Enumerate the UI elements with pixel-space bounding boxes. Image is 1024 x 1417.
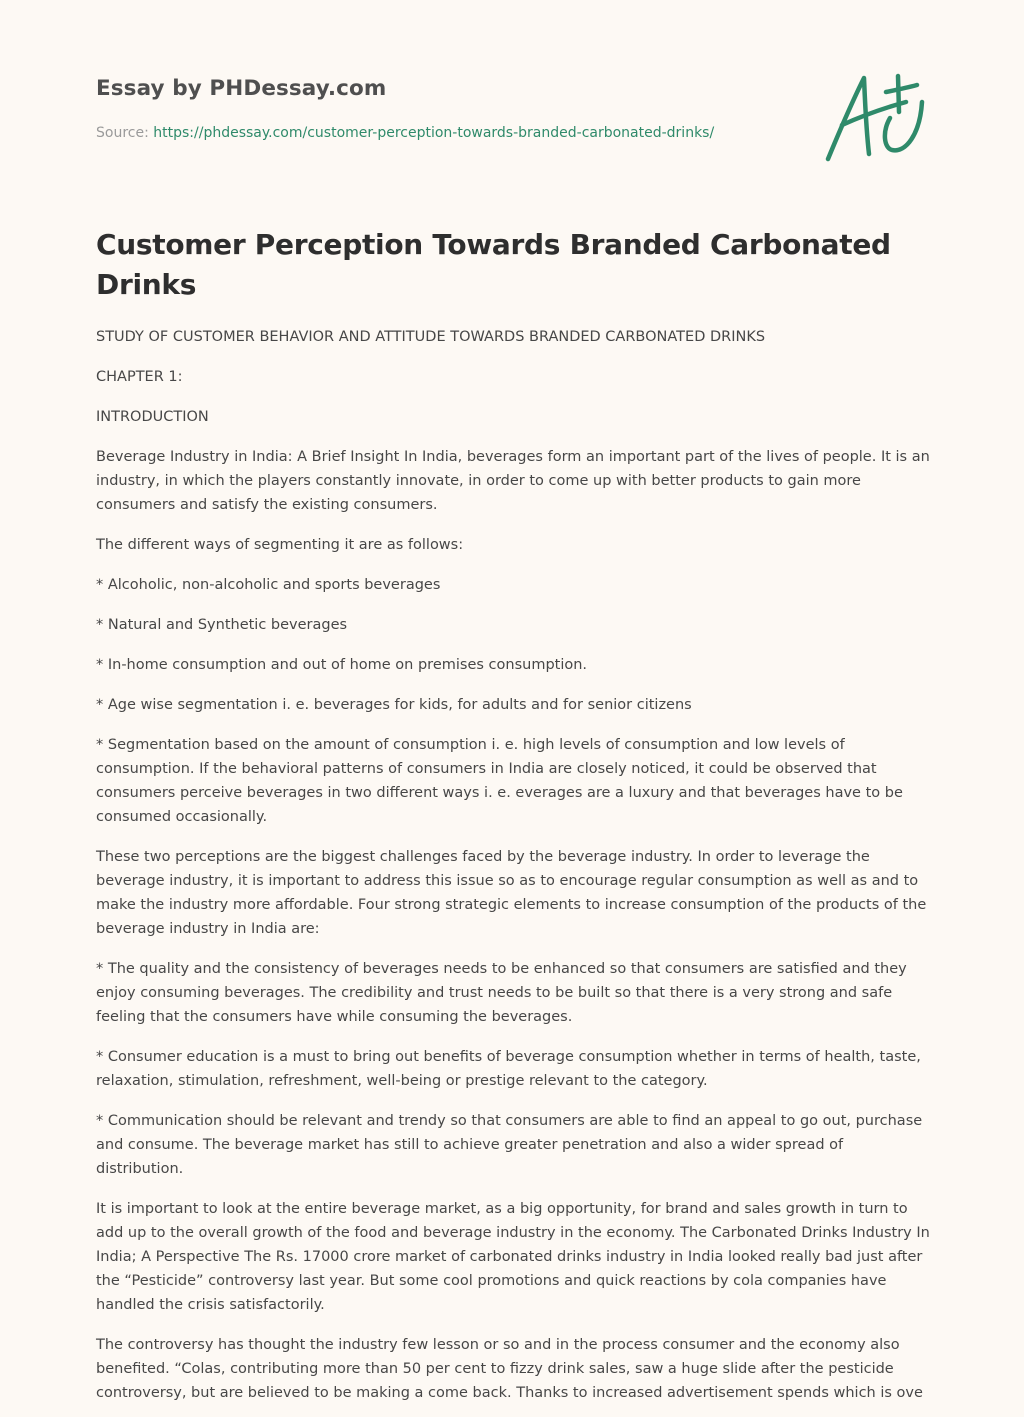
essay-body: [96, 325, 932, 1417]
site-name: Essay by PHDessay.com: [96, 76, 387, 101]
paragraph: The controversy has thought the industry few lesson or so and in the process consumer and the economy also benefited. “Colas, contributing more than 50 per cent to fizzy drink sales, saw a huge slide after the pesticide controversy, but are believed to be making a come back. Thanks to increased advertisement spends which is ove: [96, 1337, 923, 1401]
paragraph: STUDY OF CUSTOMER BEHAVIOR AND ATTITUDE TOWARDS BRANDED CARBONATED DRINKS: [96, 329, 766, 345]
paragraph: INTRODUCTION: [96, 409, 209, 425]
list-item: * The quality and the consistency of beverages needs to be enhanced so that consumers are satisfied and they enjoy consuming beverages. The credibility and trust needs to be built so that there is a very strong and safe feeling that the consumers have while consuming the beverages.: [96, 961, 907, 1025]
a-plus-logo-icon: [822, 68, 928, 164]
list-item: * Age wise segmentation i. e. beverages for kids, for adults and for senior citizens: [96, 697, 692, 713]
list-item: * Segmentation based on the amount of consumption i. e. high levels of consumption and low levels of consumption. If the behavioral patterns of consumers in India are closely noticed, it could be observed that consumers perceive beverages in two different ways i. e. everages are a luxury and that beverages have to be consumed occasionally.: [96, 737, 903, 825]
paragraph: Beverage Industry in India: A Brief Insight In India, beverages form an important part of the lives of people. It is an industry, in which the players constantly innovate, in order to come up with better products to gain more consumers and satisfy the existing consumers.: [96, 449, 930, 513]
paragraph: It is important to look at the entire beverage market, as a big opportunity, for brand and sales growth in turn to add up to the overall growth of the food and beverage industry in the economy. The Carbonated Drinks Industry In India; A Perspective The Rs. 17000 crore market of carbonated drinks industry in India looked really bad just after the “Pesticide” controversy last year. But some cool promotions and quick reactions by cola companies have handled the crisis satisfactorily.: [96, 1201, 930, 1313]
paragraph: The different ways of segmenting it are as follows:: [96, 537, 464, 553]
source-line: [96, 125, 714, 141]
list-item: * Alcoholic, non-alcoholic and sports beverages: [96, 577, 441, 593]
source-link[interactable]: https://phdessay.com/customer-perception-towards-branded-carbonated-drinks/: [153, 125, 715, 141]
list-item: * In-home consumption and out of home on premises consumption.: [96, 657, 588, 673]
paragraph: CHAPTER 1:: [96, 369, 183, 385]
paragraph: These two perceptions are the biggest challenges faced by the beverage industry. In order to leverage the beverage industry, it is important to address this issue so as to encourage regular consumption as well as and to make the industry more affordable. Four strong strategic elements to increase consumption of the products of the beverage industry in India are:: [96, 849, 927, 937]
essay-title: Customer Perception Towards Branded Carbonated Drinks: [96, 228, 891, 301]
list-item: * Communication should be relevant and trendy so that consumers are able to find an appeal to go out, purchase and consume. The beverage market has still to achieve greater penetration and also a wider spread of distribution.: [96, 1113, 923, 1177]
source-label: Source:: [96, 125, 154, 141]
list-item: * Natural and Synthetic beverages: [96, 617, 348, 633]
list-item: * Consumer education is a must to bring out benefits of beverage consumption whether in terms of health, taste, relaxation, stimulation, refreshment, well-being or prestige relevant to the category.: [96, 1049, 921, 1089]
